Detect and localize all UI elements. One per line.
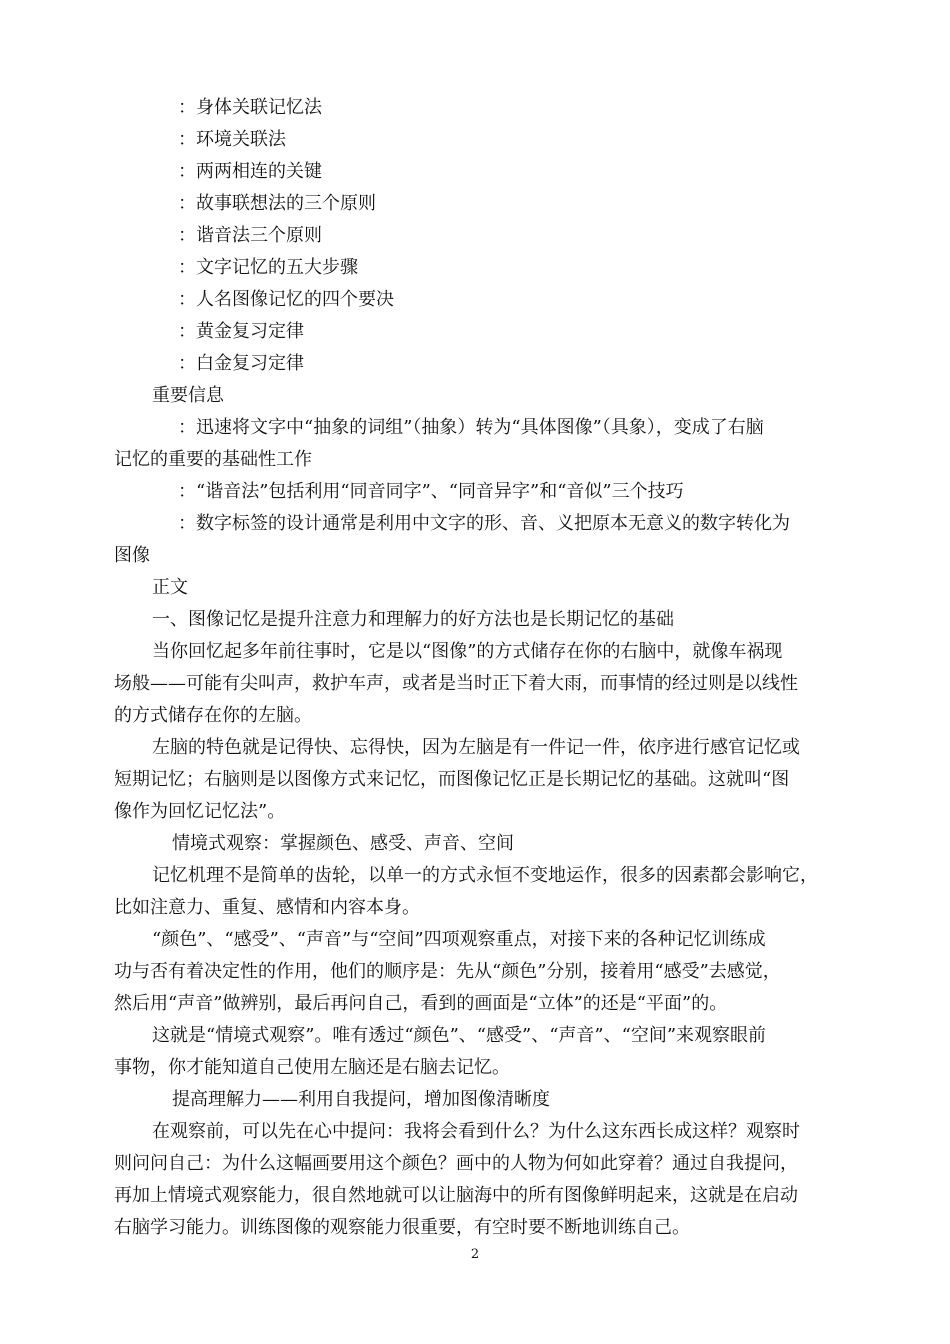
list-item: ：谐音法三个原则: [178, 225, 322, 246]
list-item: ：人名图像记忆的四个要决: [178, 289, 394, 310]
paragraph-line: “颜色”、“感受”、“声音”与“空间”四项观察重点，对接下来的各种记忆训练成: [152, 929, 766, 950]
section-title: 一、图像记忆是提升注意力和理解力的好方法也是长期记忆的基础: [152, 609, 674, 630]
paragraph-line: 场般——可能有尖叫声，救护车声，或者是当时正下着大雨，而事情的经过则是以线性: [114, 673, 798, 694]
important-line: 记忆的重要的基础性工作: [114, 449, 312, 470]
paragraph-line: 的方式储存在你的左脑。: [114, 705, 312, 726]
paragraph-line: 左脑的特色就是记得快、忘得快，因为左脑是有一件记一件，依序进行感官记忆或: [152, 737, 800, 758]
paragraph-line: 比如注意力、重复、感情和内容本身。: [114, 897, 420, 918]
important-line: ：数字标签的设计通常是利用中文字的形、音、义把原本无意义的数字转化为: [178, 513, 790, 534]
important-heading: 重要信息: [152, 385, 224, 406]
body-heading: 正文: [152, 577, 188, 598]
paragraph-line: 记忆机理不是简单的齿轮，以单一的方式永恒不变地运作，很多的因素都会影响它，: [152, 865, 818, 886]
subheading: 提高理解力——利用自我提问，增加图像清晰度: [172, 1089, 550, 1110]
important-line: ：迅速将文字中“抽象的词组”（抽象）转为“具体图像”（具象），变成了右脑: [178, 417, 764, 438]
list-item: ：黄金复习定律: [178, 321, 304, 342]
paragraph-line: 再加上情境式观察能力，很自然地就可以让脑海中的所有图像鲜明起来，这就是在启动: [114, 1185, 798, 1206]
paragraph-line: 则问问自己：为什么这幅画要用这个颜色？画中的人物为何如此穿着？通过自我提问，: [114, 1153, 798, 1174]
paragraph-line: 然后用“声音”做辨别，最后再问自己，看到的画面是“立体”的还是“平面”的。: [114, 993, 728, 1014]
list-item: ：两两相连的关键: [178, 161, 322, 182]
list-item: ：身体关联记忆法: [178, 97, 322, 118]
paragraph-line: 这就是“情境式观察”。唯有透过“颜色”、“感受”、“声音”、“空间”来观察眼前: [152, 1025, 767, 1046]
page-number: 2: [470, 1247, 480, 1262]
paragraph-line: 功与否有着决定性的作用，他们的顺序是：先从“颜色”分别，接着用“感受”去感觉，: [114, 961, 781, 982]
list-item: ：文字记忆的五大步骤: [178, 257, 358, 278]
paragraph-line: 短期记忆；右脑则是以图像方式来记忆，而图像记忆正是长期记忆的基础。这就叫“图: [114, 769, 790, 790]
list-item: ：环境关联法: [178, 129, 286, 150]
paragraph-line: 右脑学习能力。训练图像的观察能力很重要，有空时要不断地训练自己。: [114, 1217, 690, 1238]
subheading: 情境式观察：掌握颜色、感受、声音、空间: [172, 833, 514, 854]
important-line: ：“谐音法”包括利用“同音同字”、“同音异字”和“音似”三个技巧: [178, 481, 684, 502]
list-item: ：白金复习定律: [178, 353, 304, 374]
paragraph-line: 像作为回忆记忆法”。: [114, 801, 286, 822]
paragraph-line: 在观察前，可以先在心中提问：我将会看到什么？为什么这东西长成这样？观察时: [152, 1121, 800, 1142]
paragraph-line: 当你回忆起多年前往事时，它是以“图像”的方式储存在你的右脑中，就像车祸现: [152, 641, 783, 662]
paragraph-line: 事物，你才能知道自己使用左脑还是右脑去记忆。: [114, 1057, 510, 1078]
list-item: ：故事联想法的三个原则: [178, 193, 376, 214]
important-line: 图像: [114, 545, 150, 566]
